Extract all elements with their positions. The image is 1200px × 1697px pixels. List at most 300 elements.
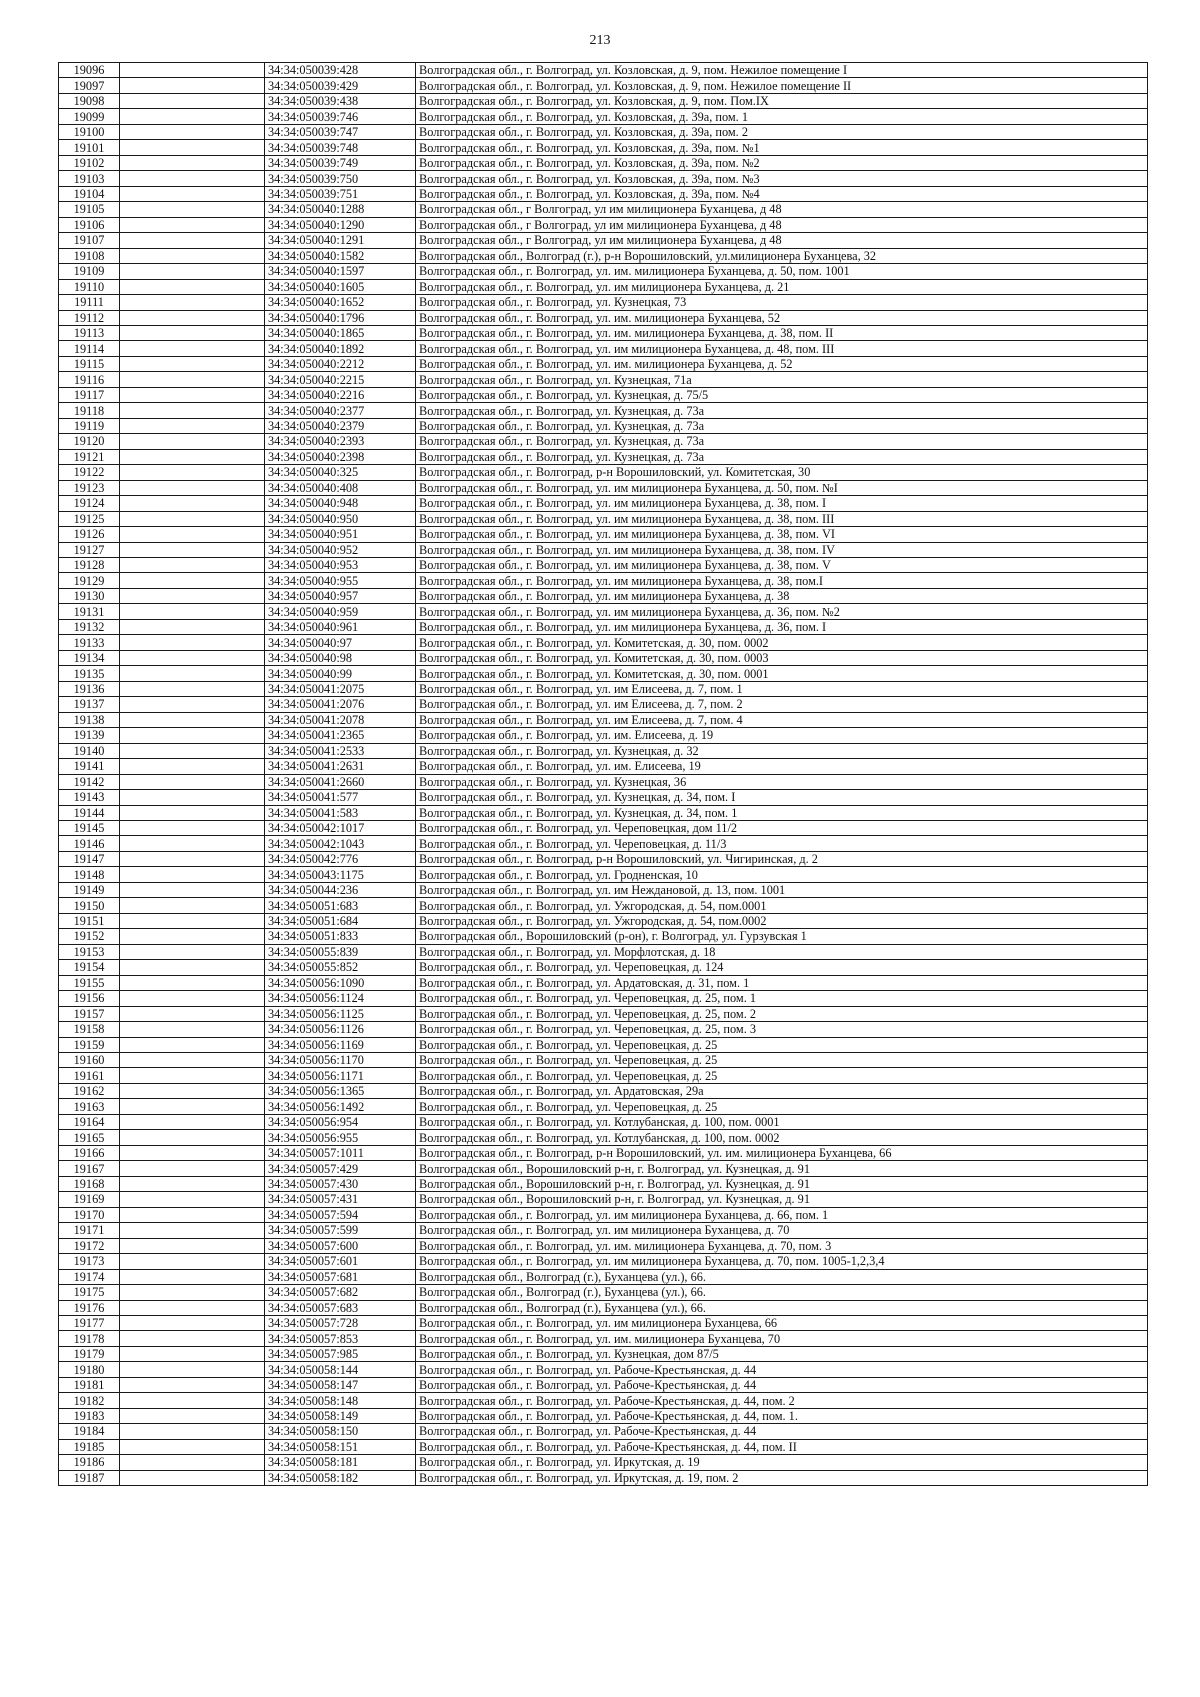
row-number-cell: 19186 [59, 1455, 120, 1470]
address-cell: Волгоградская обл., Ворошиловский р-н, г. Волгоград, ул. Кузнецкая, д. 91 [416, 1161, 1148, 1176]
empty-cell [120, 418, 265, 433]
address-cell: Волгоградская обл., г. Волгоград, ул. Череповецкая, дом 11/2 [416, 820, 1148, 835]
address-cell: Волгоградская обл., г. Волгоград, ул. Рабоче-Крестьянская, д. 44 [416, 1424, 1148, 1439]
table-row [59, 511, 1148, 526]
row-number-cell: 19129 [59, 573, 120, 588]
address-cell: Волгоградская обл., г. Волгоград, ул. им. милиционера Буханцева, д. 70, пом. 3 [416, 1238, 1148, 1253]
row-number-cell: 19162 [59, 1083, 120, 1098]
table-row [59, 1408, 1148, 1423]
empty-cell [120, 975, 265, 990]
table-row [59, 898, 1148, 913]
cadastral-number-cell: 34:34:050040:950 [265, 511, 416, 526]
page-number: 213 [589, 33, 611, 48]
table-row [59, 604, 1148, 619]
row-number-cell: 19185 [59, 1439, 120, 1454]
address-cell: Волгоградская обл., г. Волгоград, ул. Козловская, д. 9, пом. Нежилое помещение II [416, 78, 1148, 93]
address-cell: Волгоградская обл., г. Волгоград, ул. им милиционера Буханцева, д. 38, пом. III [416, 511, 1148, 526]
row-number-cell: 19118 [59, 403, 120, 418]
address-cell: Волгоградская обл., г. Волгоград, ул. им милиционера Буханцева, д. 38 [416, 588, 1148, 603]
row-number-cell: 19158 [59, 1022, 120, 1037]
table-row [59, 635, 1148, 650]
empty-cell [120, 1192, 265, 1207]
row-number-cell: 19110 [59, 279, 120, 294]
address-cell: Волгоградская обл., г. Волгоград, ул. Козловская, д. 39а, пом. №1 [416, 140, 1148, 155]
table-row [59, 1130, 1148, 1145]
address-cell: Волгоградская обл., г. Волгоград, ул. им Елисеева, д. 7, пом. 4 [416, 712, 1148, 727]
cadastral-number-cell: 34:34:050056:1171 [265, 1068, 416, 1083]
cadastral-number-cell: 34:34:050040:951 [265, 527, 416, 542]
empty-cell [120, 511, 265, 526]
address-cell: Волгоградская обл., г. Волгоград, ул. Череповецкая, д. 25 [416, 1037, 1148, 1052]
empty-cell [120, 542, 265, 557]
row-number-cell: 19153 [59, 944, 120, 959]
address-cell: Волгоградская обл., г. Волгоград, ул. Череповецкая, д. 124 [416, 960, 1148, 975]
row-number-cell: 19155 [59, 975, 120, 990]
empty-cell [120, 743, 265, 758]
address-cell: Волгоградская обл., г. Волгоград, ул. Козловская, д. 9, пом. Пом.IX [416, 93, 1148, 108]
row-number-cell: 19181 [59, 1377, 120, 1392]
table-row [59, 387, 1148, 402]
table-row [59, 1424, 1148, 1439]
empty-cell [120, 867, 265, 882]
cadastral-number-cell: 34:34:050057:600 [265, 1238, 416, 1253]
empty-cell [120, 1470, 265, 1485]
table-row [59, 975, 1148, 990]
row-number-cell: 19134 [59, 650, 120, 665]
empty-cell [120, 1099, 265, 1114]
cadastral-number-cell: 34:34:050040:948 [265, 496, 416, 511]
address-cell: Волгоградская обл., г. Волгоград, ул. им милиционера Буханцева, 66 [416, 1315, 1148, 1330]
cadastral-number-cell: 34:34:050040:953 [265, 558, 416, 573]
table-row [59, 1315, 1148, 1330]
address-cell: Волгоградская обл., г. Волгоград, ул. Кузнецкая, д. 34, пом. 1 [416, 805, 1148, 820]
table-row [59, 217, 1148, 232]
address-cell: Волгоградская обл., г. Волгоград, ул. им милиционера Буханцева, д. 48, пом. III [416, 341, 1148, 356]
address-cell: Волгоградская обл., г. Волгоград, ул. Комитетская, д. 30, пом. 0003 [416, 650, 1148, 665]
row-number-cell: 19120 [59, 434, 120, 449]
table-row [59, 124, 1148, 139]
empty-cell [120, 1068, 265, 1083]
table-row [59, 867, 1148, 882]
table-row [59, 1022, 1148, 1037]
row-number-cell: 19113 [59, 325, 120, 340]
cadastral-number-cell: 34:34:050056:954 [265, 1114, 416, 1129]
table-row [59, 1393, 1148, 1408]
row-number-cell: 19154 [59, 960, 120, 975]
row-number-cell: 19150 [59, 898, 120, 913]
address-cell: Волгоградская обл., г Волгоград, ул им милиционера Буханцева, д 48 [416, 233, 1148, 248]
row-number-cell: 19180 [59, 1362, 120, 1377]
table-row [59, 140, 1148, 155]
cadastral-number-cell: 34:34:050042:1043 [265, 836, 416, 851]
empty-cell [120, 171, 265, 186]
empty-cell [120, 1145, 265, 1160]
cadastral-number-cell: 34:34:050056:1124 [265, 991, 416, 1006]
empty-cell [120, 1083, 265, 1098]
empty-cell [120, 279, 265, 294]
row-number-cell: 19170 [59, 1207, 120, 1222]
empty-cell [120, 1269, 265, 1284]
cadastral-number-cell: 34:34:050039:746 [265, 109, 416, 124]
cadastral-number-cell: 34:34:050040:961 [265, 619, 416, 634]
address-cell: Волгоградская обл., г. Волгоград, ул. Козловская, д. 9, пом. Нежилое помещение I [416, 63, 1148, 78]
empty-cell [120, 109, 265, 124]
cadastral-number-cell: 34:34:050039:747 [265, 124, 416, 139]
row-number-cell: 19100 [59, 124, 120, 139]
row-number-cell: 19104 [59, 186, 120, 201]
cadastral-number-cell: 34:34:050057:728 [265, 1315, 416, 1330]
empty-cell [120, 1424, 265, 1439]
cadastral-number-cell: 34:34:050040:1597 [265, 264, 416, 279]
empty-cell [120, 496, 265, 511]
table-row [59, 960, 1148, 975]
cadastral-number-cell: 34:34:050058:181 [265, 1455, 416, 1470]
cadastral-number-cell: 34:34:050058:151 [265, 1439, 416, 1454]
cadastral-number-cell: 34:34:050056:1365 [265, 1083, 416, 1098]
address-cell: Волгоградская обл., г. Волгоград, ул. Иркутская, д. 19, пом. 2 [416, 1470, 1148, 1485]
empty-cell [120, 1006, 265, 1021]
address-cell: Волгоградская обл., г. Волгоград, ул. Кузнецкая, дом 87/5 [416, 1346, 1148, 1361]
row-number-cell: 19148 [59, 867, 120, 882]
address-cell: Волгоградская обл., г. Волгоград, ул. им милиционера Буханцева, д. 38, пом. VI [416, 527, 1148, 542]
empty-cell [120, 1130, 265, 1145]
cadastral-number-cell: 34:34:050042:1017 [265, 820, 416, 835]
empty-cell [120, 650, 265, 665]
row-number-cell: 19138 [59, 712, 120, 727]
empty-cell [120, 449, 265, 464]
table-row [59, 1207, 1148, 1222]
empty-cell [120, 1362, 265, 1377]
row-number-cell: 19124 [59, 496, 120, 511]
cadastral-number-cell: 34:34:050039:438 [265, 93, 416, 108]
row-number-cell: 19122 [59, 465, 120, 480]
address-cell: Волгоградская обл., г. Волгоград, ул. Кузнецкая, 73 [416, 295, 1148, 310]
address-cell: Волгоградская обл., г. Волгоград, ул. им милиционера Буханцева, д. 38, пом. V [416, 558, 1148, 573]
row-number-cell: 19168 [59, 1176, 120, 1191]
row-number-cell: 19128 [59, 558, 120, 573]
empty-cell [120, 619, 265, 634]
address-cell: Волгоградская обл., г. Волгоград, ул. им Елисеева, д. 7, пом. 2 [416, 697, 1148, 712]
row-number-cell: 19144 [59, 805, 120, 820]
table-row [59, 650, 1148, 665]
table-row [59, 1300, 1148, 1315]
address-cell: Волгоградская обл., г. Волгоград, ул. Ужгородская, д. 54, пом.0002 [416, 913, 1148, 928]
table-row [59, 78, 1148, 93]
empty-cell [120, 1346, 265, 1361]
cadastral-number-cell: 34:34:050040:2216 [265, 387, 416, 402]
row-number-cell: 19116 [59, 372, 120, 387]
empty-cell [120, 202, 265, 217]
empty-cell [120, 1455, 265, 1470]
table-row [59, 573, 1148, 588]
address-cell: Волгоградская обл., г. Волгоград, ул. Гродненская, 10 [416, 867, 1148, 882]
cadastral-number-cell: 34:34:050056:1492 [265, 1099, 416, 1114]
cadastral-number-cell: 34:34:050040:1291 [265, 233, 416, 248]
row-number-cell: 19097 [59, 78, 120, 93]
empty-cell [120, 325, 265, 340]
cadastral-number-cell: 34:34:050051:683 [265, 898, 416, 913]
table-row [59, 465, 1148, 480]
empty-cell [120, 341, 265, 356]
empty-cell [120, 527, 265, 542]
row-number-cell: 19099 [59, 109, 120, 124]
address-cell: Волгоградская обл., г. Волгоград, ул. Котлубанская, д. 100, пом. 0002 [416, 1130, 1148, 1145]
address-cell: Волгоградская обл., г. Волгоград, ул. Череповецкая, д. 25, пом. 3 [416, 1022, 1148, 1037]
table-row [59, 759, 1148, 774]
table-body [59, 63, 1148, 1486]
cadastral-number-cell: 34:34:050057:682 [265, 1285, 416, 1300]
row-number-cell: 19130 [59, 588, 120, 603]
row-number-cell: 19149 [59, 882, 120, 897]
table-row [59, 728, 1148, 743]
table-row [59, 496, 1148, 511]
address-cell: Волгоградская обл., г. Волгоград, ул. им милиционера Буханцева, д. 38, пом. I [416, 496, 1148, 511]
table-row [59, 418, 1148, 433]
table-row [59, 186, 1148, 201]
row-number-cell: 19187 [59, 1470, 120, 1485]
row-number-cell: 19166 [59, 1145, 120, 1160]
cadastral-number-cell: 34:34:050040:1865 [265, 325, 416, 340]
table-row [59, 1470, 1148, 1485]
cadastral-number-cell: 34:34:050058:150 [265, 1424, 416, 1439]
empty-cell [120, 851, 265, 866]
empty-cell [120, 944, 265, 959]
empty-cell [120, 372, 265, 387]
row-number-cell: 19175 [59, 1285, 120, 1300]
row-number-cell: 19159 [59, 1037, 120, 1052]
address-cell: Волгоградская обл., г. Волгоград, ул. им милиционера Буханцева, д. 66, пом. 1 [416, 1207, 1148, 1222]
table-row [59, 1439, 1148, 1454]
row-number-cell: 19105 [59, 202, 120, 217]
address-cell: Волгоградская обл., г. Волгоград, ул. им милиционера Буханцева, д. 36, пом. №2 [416, 604, 1148, 619]
empty-cell [120, 1408, 265, 1423]
row-number-cell: 19172 [59, 1238, 120, 1253]
empty-cell [120, 233, 265, 248]
cadastral-number-cell: 34:34:050057:430 [265, 1176, 416, 1191]
cadastral-number-cell: 34:34:050039:428 [265, 63, 416, 78]
address-cell: Волгоградская обл., г Волгоград, ул им милиционера Буханцева, д 48 [416, 202, 1148, 217]
cadastral-number-cell: 34:34:050040:952 [265, 542, 416, 557]
table-row [59, 1006, 1148, 1021]
empty-cell [120, 1037, 265, 1052]
cadastral-number-cell: 34:34:050040:959 [265, 604, 416, 619]
empty-cell [120, 63, 265, 78]
cadastral-number-cell: 34:34:050056:1170 [265, 1053, 416, 1068]
cadastral-number-cell: 34:34:050057:594 [265, 1207, 416, 1222]
row-number-cell: 19179 [59, 1346, 120, 1361]
table-row [59, 1037, 1148, 1052]
cadastral-number-cell: 34:34:050040:408 [265, 480, 416, 495]
table-row [59, 1346, 1148, 1361]
address-cell: Волгоградская обл., г. Волгоград, ул. Ардатовская, д. 31, пом. 1 [416, 975, 1148, 990]
address-cell: Волгоградская обл., г. Волгоград, ул. Череповецкая, д. 25, пом. 1 [416, 991, 1148, 1006]
address-cell: Волгоградская обл., г. Волгоград, ул. Кузнецкая, д. 73а [416, 449, 1148, 464]
empty-cell [120, 1300, 265, 1315]
table-row [59, 991, 1148, 1006]
row-number-cell: 19182 [59, 1393, 120, 1408]
empty-cell [120, 558, 265, 573]
table-row [59, 449, 1148, 464]
empty-cell [120, 1393, 265, 1408]
row-number-cell: 19108 [59, 248, 120, 263]
row-number-cell: 19184 [59, 1424, 120, 1439]
empty-cell [120, 728, 265, 743]
empty-cell [120, 604, 265, 619]
empty-cell [120, 1176, 265, 1191]
row-number-cell: 19109 [59, 264, 120, 279]
empty-cell [120, 712, 265, 727]
empty-cell [120, 759, 265, 774]
address-cell: Волгоградская обл., г. Волгоград, ул. Кузнецкая, д. 73а [416, 403, 1148, 418]
cadastral-number-cell: 34:34:050055:852 [265, 960, 416, 975]
table-row [59, 63, 1148, 78]
cadastral-number-cell: 34:34:050039:751 [265, 186, 416, 201]
empty-cell [120, 573, 265, 588]
address-cell: Волгоградская обл., г. Волгоград, ул. Ужгородская, д. 54, пом.0001 [416, 898, 1148, 913]
table-row [59, 295, 1148, 310]
row-number-cell: 19131 [59, 604, 120, 619]
cadastral-number-cell: 34:34:050040:1892 [265, 341, 416, 356]
row-number-cell: 19107 [59, 233, 120, 248]
cadastral-number-cell: 34:34:050041:583 [265, 805, 416, 820]
cadastral-number-cell: 34:34:050041:2076 [265, 697, 416, 712]
table-row [59, 929, 1148, 944]
table-row [59, 341, 1148, 356]
table-row [59, 403, 1148, 418]
row-number-cell: 19164 [59, 1114, 120, 1129]
address-cell: Волгоградская обл., г. Волгоград, ул. Рабоче-Крестьянская, д. 44, пом. 2 [416, 1393, 1148, 1408]
empty-cell [120, 588, 265, 603]
cadastral-number-cell: 34:34:050057:1011 [265, 1145, 416, 1160]
address-cell: Волгоградская обл., г. Волгоград, ул. Козловская, д. 39а, пом. 2 [416, 124, 1148, 139]
cadastral-number-cell: 34:34:050056:1090 [265, 975, 416, 990]
cadastral-number-cell: 34:34:050056:1169 [265, 1037, 416, 1052]
address-cell: Волгоградская обл., г. Волгоград, ул. им. Елисеева, д. 19 [416, 728, 1148, 743]
cadastral-number-cell: 34:34:050051:684 [265, 913, 416, 928]
row-number-cell: 19133 [59, 635, 120, 650]
address-cell: Волгоградская обл., г Волгоград, ул им милиционера Буханцева, д 48 [416, 217, 1148, 232]
row-number-cell: 19165 [59, 1130, 120, 1145]
row-number-cell: 19106 [59, 217, 120, 232]
row-number-cell: 19161 [59, 1068, 120, 1083]
empty-cell [120, 929, 265, 944]
empty-cell [120, 356, 265, 371]
empty-cell [120, 1254, 265, 1269]
empty-cell [120, 1331, 265, 1346]
table-row [59, 542, 1148, 557]
empty-cell [120, 403, 265, 418]
table-row [59, 279, 1148, 294]
address-cell: Волгоградская обл., г. Волгоград, ул. им милиционера Буханцева, д. 70, пом. 1005-1,2,3,4 [416, 1254, 1148, 1269]
empty-cell [120, 1315, 265, 1330]
row-number-cell: 19157 [59, 1006, 120, 1021]
address-cell: Волгоградская обл., г. Волгоград, ул. Козловская, д. 39а, пом. №2 [416, 155, 1148, 170]
cadastral-number-cell: 34:34:050057:601 [265, 1254, 416, 1269]
cadastral-number-cell: 34:34:050040:1288 [265, 202, 416, 217]
address-cell: Волгоградская обл., г. Волгоград, р-н Ворошиловский, ул. Комитетская, 30 [416, 465, 1148, 480]
address-cell: Волгоградская обл., г. Волгоград, ул. им. милиционера Буханцева, д. 50, пом. 1001 [416, 264, 1148, 279]
row-number-cell: 19174 [59, 1269, 120, 1284]
address-cell: Волгоградская обл., г. Волгоград, ул. Кузнецкая, д. 73а [416, 434, 1148, 449]
address-cell: Волгоградская обл., г. Волгоград, ул. Кузнецкая, д. 32 [416, 743, 1148, 758]
address-cell: Волгоградская обл., г. Волгоград, ул. Череповецкая, д. 25 [416, 1099, 1148, 1114]
row-number-cell: 19163 [59, 1099, 120, 1114]
address-cell: Волгоградская обл., Волгоград (г.), Буханцева (ул.), 66. [416, 1269, 1148, 1284]
row-number-cell: 19119 [59, 418, 120, 433]
address-cell: Волгоградская обл., г. Волгоград, ул. Кузнецкая, д. 73а [416, 418, 1148, 433]
cadastral-number-cell: 34:34:050056:955 [265, 1130, 416, 1145]
row-number-cell: 19140 [59, 743, 120, 758]
empty-cell [120, 155, 265, 170]
empty-cell [120, 1238, 265, 1253]
row-number-cell: 19127 [59, 542, 120, 557]
address-cell: Волгоградская обл., г. Волгоград, ул. им. Елисеева, 19 [416, 759, 1148, 774]
table-row [59, 913, 1148, 928]
address-cell: Волгоградская обл., г. Волгоград, ул. им. милиционера Буханцева, д. 38, пом. II [416, 325, 1148, 340]
cadastral-number-cell: 34:34:050040:2398 [265, 449, 416, 464]
table-row [59, 480, 1148, 495]
address-cell: Волгоградская обл., Волгоград (г.), Буханцева (ул.), 66. [416, 1300, 1148, 1315]
cadastral-number-cell: 34:34:050041:2631 [265, 759, 416, 774]
cadastral-number-cell: 34:34:050040:2377 [265, 403, 416, 418]
table-row [59, 310, 1148, 325]
empty-cell [120, 78, 265, 93]
address-cell: Волгоградская обл., г. Волгоград, ул. им Елисеева, д. 7, пом. 1 [416, 681, 1148, 696]
address-cell: Волгоградская обл., г. Волгоград, ул. Череповецкая, д. 25 [416, 1053, 1148, 1068]
address-cell: Волгоградская обл., г. Волгоград, р-н Ворошиловский, ул. им. милиционера Буханцева, 66 [416, 1145, 1148, 1160]
table-row [59, 155, 1148, 170]
address-cell: Волгоградская обл., Ворошиловский (р-он), г. Волгоград, ул. Гурзувская 1 [416, 929, 1148, 944]
table-row [59, 1285, 1148, 1300]
cadastral-number-cell: 34:34:050039:429 [265, 78, 416, 93]
empty-cell [120, 295, 265, 310]
row-number-cell: 19111 [59, 295, 120, 310]
cadastral-number-cell: 34:34:050055:839 [265, 944, 416, 959]
empty-cell [120, 820, 265, 835]
cadastral-number-cell: 34:34:050041:2533 [265, 743, 416, 758]
table-row [59, 805, 1148, 820]
empty-cell [120, 310, 265, 325]
table-row [59, 527, 1148, 542]
cadastral-number-cell: 34:34:050040:955 [265, 573, 416, 588]
empty-cell [120, 1022, 265, 1037]
address-cell: Волгоградская обл., г. Волгоград, ул. Ардатовская, 29а [416, 1083, 1148, 1098]
cadastral-number-cell: 34:34:050057:853 [265, 1331, 416, 1346]
register-table [58, 62, 1148, 1486]
address-cell: Волгоградская обл., г. Волгоград, ул. им милиционера Буханцева, д. 21 [416, 279, 1148, 294]
address-cell: Волгоградская обл., г. Волгоград, ул. им. милиционера Буханцева, д. 52 [416, 356, 1148, 371]
row-number-cell: 19152 [59, 929, 120, 944]
address-cell: Волгоградская обл., г. Волгоград, ул. им. милиционера Буханцева, 52 [416, 310, 1148, 325]
address-cell: Волгоградская обл., г. Волгоград, ул. им милиционера Буханцева, д. 70 [416, 1223, 1148, 1238]
row-number-cell: 19102 [59, 155, 120, 170]
cadastral-number-cell: 34:34:050057:599 [265, 1223, 416, 1238]
address-cell: Волгоградская обл., г. Волгоград, ул. Кузнецкая, д. 34, пом. I [416, 790, 1148, 805]
table-row [59, 1053, 1148, 1068]
table-row [59, 697, 1148, 712]
row-number-cell: 19117 [59, 387, 120, 402]
cadastral-number-cell: 34:34:050040:98 [265, 650, 416, 665]
empty-cell [120, 140, 265, 155]
cadastral-number-cell: 34:34:050040:2393 [265, 434, 416, 449]
address-cell: Волгоградская обл., г. Волгоград, ул. Кузнецкая, 71а [416, 372, 1148, 387]
row-number-cell: 19160 [59, 1053, 120, 1068]
row-number-cell: 19139 [59, 728, 120, 743]
address-cell: Волгоградская обл., г. Волгоград, ул. им милиционера Буханцева, д. 50, пом. №I [416, 480, 1148, 495]
cadastral-number-cell: 34:34:050040:957 [265, 588, 416, 603]
row-number-cell: 19141 [59, 759, 120, 774]
table-row [59, 882, 1148, 897]
